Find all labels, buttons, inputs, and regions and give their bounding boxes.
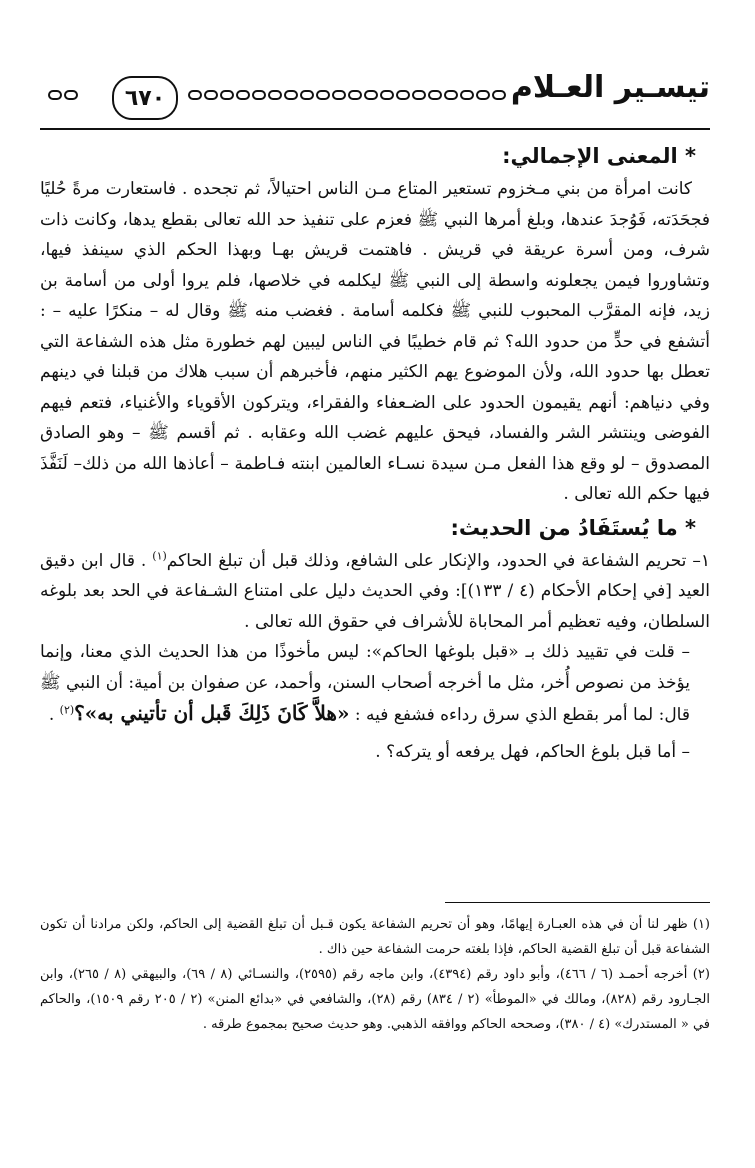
hadith-quote: «هلاَّ كَانَ ذَلِكَ قَبل أن تأتيني به»؟: [74, 701, 350, 725]
chain-ornament: [188, 90, 506, 104]
lesson-item-1-cont: . قال ابن دقيق العيد [في إحكام الأحكام (٤ / ١٣٣)]: وفي الحديث دليل على امتناع الشـفاعة في الحد بعد بلوغه السلطان، وفيه تعظيم أمر المحاباة للأشراف في حقوق الله تعالى .: [40, 550, 710, 632]
lessons-heading: * ما يُستَفَادُ من الحديث:: [450, 515, 696, 540]
lesson-item-3: – أما قبل بلوغ الحاكم، فهل يرفعه أو يتركه؟ .: [375, 741, 690, 762]
footnotes: [40, 912, 710, 1037]
lesson-item-2-text: – قلت في تقييد ذلك بـ «قبل بلوغها الحاكم»: ليس مأخوذًا من هذا الحديث الذي معنا، وإنما يؤخذ من نصوص أُخر، مثل ما أخرجه أصحاب السنن، وأحمد، عن صفوان بن أمية: أن النبي ﷺ قال: لما أمر بقطع الذي سرق رداءه فشفع فيه :: [40, 642, 690, 725]
lesson-item-2-end: .: [48, 705, 60, 725]
page-header: [40, 68, 710, 128]
footnote-1: (١) ظهر لنا أن في هذه العبـارة إيهامًا، وهو أن تحريم الشفاعة يكون قـبل أن تبلغ القضية إلى الحاكم، ولكن مرادنا أن تكون الشفاعة قبل أن تبلغ القضية الحاكم، فإذا بلغته حرمت الشفاعة حين ذاك .: [40, 917, 710, 957]
lesson-item-1-text: ١– تحريم الشفاعة في الحدود، والإنكار على الشافع، وذلك قبل أن تبلغ الحاكم: [166, 550, 711, 571]
header-rule: [40, 128, 710, 130]
summary-paragraph: كانت امرأة من بني مـخزوم تستعير المتاع مـن الناس احتيالاً، ثم تجحده . فاستعارت مرةً حُليًا فجحَدَته، فَوُجدَ عندها، وبلغ أمرها النبي ﷺ فعزم على تنفيذ حد الله تعالى بقطع يدها، وكانت ذات شرف، ومن أسرة عريقة في قريش . فاهتمت قريش بهـا وبهذا الحكم الذي سينفذ فيها، وتشاوروا فيمن يجعلونه واسطة إلى النبي ﷺ ليكلمه في خلاصها، فلم يروا أولى من أسامة بن زيد، فإنه المقرَّب المحبوب للنبي ﷺ فكلمه أسامة . فغضب منه ﷺ وقال له – منكرًا عليه – : أتشفع في حدٍّ من حدود الله؟ ثم قام خطيبًا في الناس ليبين لهم خطورة مثل هذه الشفاعة التي تعطل بها حدود الله، ولأن الموضوع يهم الكثير منهم، فأخبرهم أن سبب هلاك من قبلنا في دينهم وفي دنياهم: أنهم يقيمون الحدود على الضـعفاء والفقراء، ويتركون الأقوياء والأغنياء، فتعم فيهم الفوضى وينتشر الشر والفساد، فيحق عليهم غضب الله وعقابه . ثم أقسم ﷺ – وهو الصادق المصدوق – لو وقع هذا الفعل مـن سيدة نسـاء العالمين ابنته فـاطمة – أعاذها الله من ذلك– لَنَفَّذَ فيها حكم الله تعالى .: [40, 179, 710, 504]
footnote-2: (٢) أخرجه أحمـد (٦ / ٤٦٦)، وأبو داود رقم (٤٣٩٤)، وابن ماجه رقم (٢٥٩٥)، والنسـائي (٨ / ٦٩)، والبيهقي (٨ / ٢٦٥)، وابن الجـارود رقم (٨٢٨)، ومالك في «الموطأ» (٢ / ٨٣٤) رقم (٢٨)، والشافعي في «بدائع المنن» (٢ / ٢٠٥ رقم ١٥٠٩)، والحاكم في « المستدرك» (٤ / ٣٨٠)، وصححه الحاكم ووافقه الذهبي. وهو حديث صحيح بمجموع طرقه .: [40, 967, 710, 1032]
lesson-item-2: [40, 637, 710, 731]
footnote-ref-1[interactable]: (١): [152, 548, 167, 562]
footnote-ref-2[interactable]: (٢): [59, 703, 75, 717]
summary-heading: * المعنى الإجمالي:: [502, 144, 696, 168]
main-text: [40, 138, 710, 767]
small-chain-ornament: [48, 90, 78, 104]
book-title: تيسـير العـلام: [510, 70, 710, 105]
footnote-rule: [445, 902, 710, 903]
page-number: ٦٧٠: [112, 76, 178, 120]
lesson-item-1: [40, 546, 710, 638]
